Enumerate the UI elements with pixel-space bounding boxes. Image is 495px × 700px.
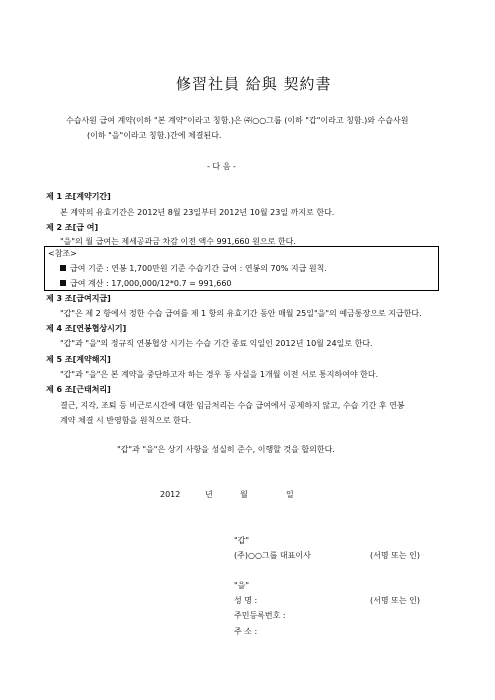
note-label: <참조> bbox=[48, 249, 77, 258]
bullet-square-icon bbox=[60, 280, 66, 286]
party-a-label: "갑" bbox=[234, 536, 250, 545]
note-item-1-text: 급여 기준 : 연봉 1,700만원 기준 수습기간 급여 : 연봉의 70% 지급 원칙. bbox=[70, 264, 327, 273]
article-4-heading: 제 4 조[연봉협상시기] bbox=[46, 324, 127, 333]
article-3-heading: 제 3 조[급여지급] bbox=[46, 294, 111, 303]
article-1-heading: 제 1 조[계약기간] bbox=[46, 192, 111, 201]
contract-title: 修習社員 給與 契約書 bbox=[176, 75, 332, 93]
closing-statement: "갑"과 "을"은 상기 사항을 성실히 준수, 이행할 것을 합의한다. bbox=[117, 445, 335, 454]
note-item-1 bbox=[60, 265, 327, 273]
article-2-body: "을"의 월 급여는 제세공과금 차감 이전 액수 991,660 원으로 한다. bbox=[60, 237, 296, 246]
bullet-square-icon bbox=[60, 265, 66, 271]
party-b-id-label: 주민등록번호 : bbox=[234, 611, 286, 620]
party-b-signature: (서명 또는 인) bbox=[370, 596, 420, 605]
date-month-label: 월 bbox=[240, 490, 248, 499]
article-5-body: "갑"과 "을"은 본 계약을 중단하고자 하는 경우 동 사실을 1개월 이전 서로 통지하여야 한다. bbox=[60, 370, 379, 379]
party-b-name-label: 성 명 : bbox=[234, 596, 258, 605]
article-6-body-2: 계약 체결 시 반영함을 원칙으로 한다. bbox=[60, 416, 192, 425]
article-4-body: "갑"과 "을"의 정규직 연봉협상 시기는 수습 기간 종료 익일인 2012년 10월 24일로 한다. bbox=[60, 339, 373, 348]
da-eum-heading: - 다 음 - bbox=[207, 162, 236, 171]
party-a-signature: (서명 또는 인) bbox=[370, 551, 420, 560]
party-b-address-label: 주 소 : bbox=[234, 627, 258, 636]
note-item-2 bbox=[60, 280, 232, 288]
party-b-label: "을" bbox=[234, 581, 250, 590]
note-item-2-text: 급여 계산 : 17,000,000/12*0.7 = 991,660 bbox=[70, 279, 232, 288]
article-2-heading: 제 2 조[급 여] bbox=[46, 223, 99, 232]
date-year: 2012 bbox=[160, 490, 181, 499]
date-year-label: 년 bbox=[205, 490, 213, 499]
intro-line-1: 수습사원 급여 계약(이하 "본 계약"이라고 칭함.)은 ㈜○○그룹 (이하 "갑"이라고 칭함.)와 수습사원 bbox=[66, 116, 409, 125]
article-1-body: 본 계약의 유효기간은 2012년 8월 23일부터 2012년 10월 23일 까지로 한다. bbox=[60, 208, 335, 217]
date-day-label: 일 bbox=[286, 490, 294, 499]
article-6-body-1: 결근, 지각, 조퇴 등 비근로시간에 대한 임금처리는 수습 급여에서 공제하지 않고, 수습 기간 후 연봉 bbox=[60, 401, 405, 410]
article-5-heading: 제 5 조[계약해지] bbox=[46, 355, 111, 364]
intro-line-2: (이하 "을"이라고 칭함.)간에 체결된다. bbox=[87, 131, 222, 140]
article-6-heading: 제 6 조[근태처리] bbox=[46, 385, 111, 394]
article-3-body: "갑"은 제 2 항에서 정한 수습 급여를 제 1 항의 유효기간 동안 매월 25일"을"의 예금통장으로 지급한다. bbox=[60, 309, 422, 318]
party-a-company: (주)○○그룹 대표이사 bbox=[234, 551, 311, 560]
